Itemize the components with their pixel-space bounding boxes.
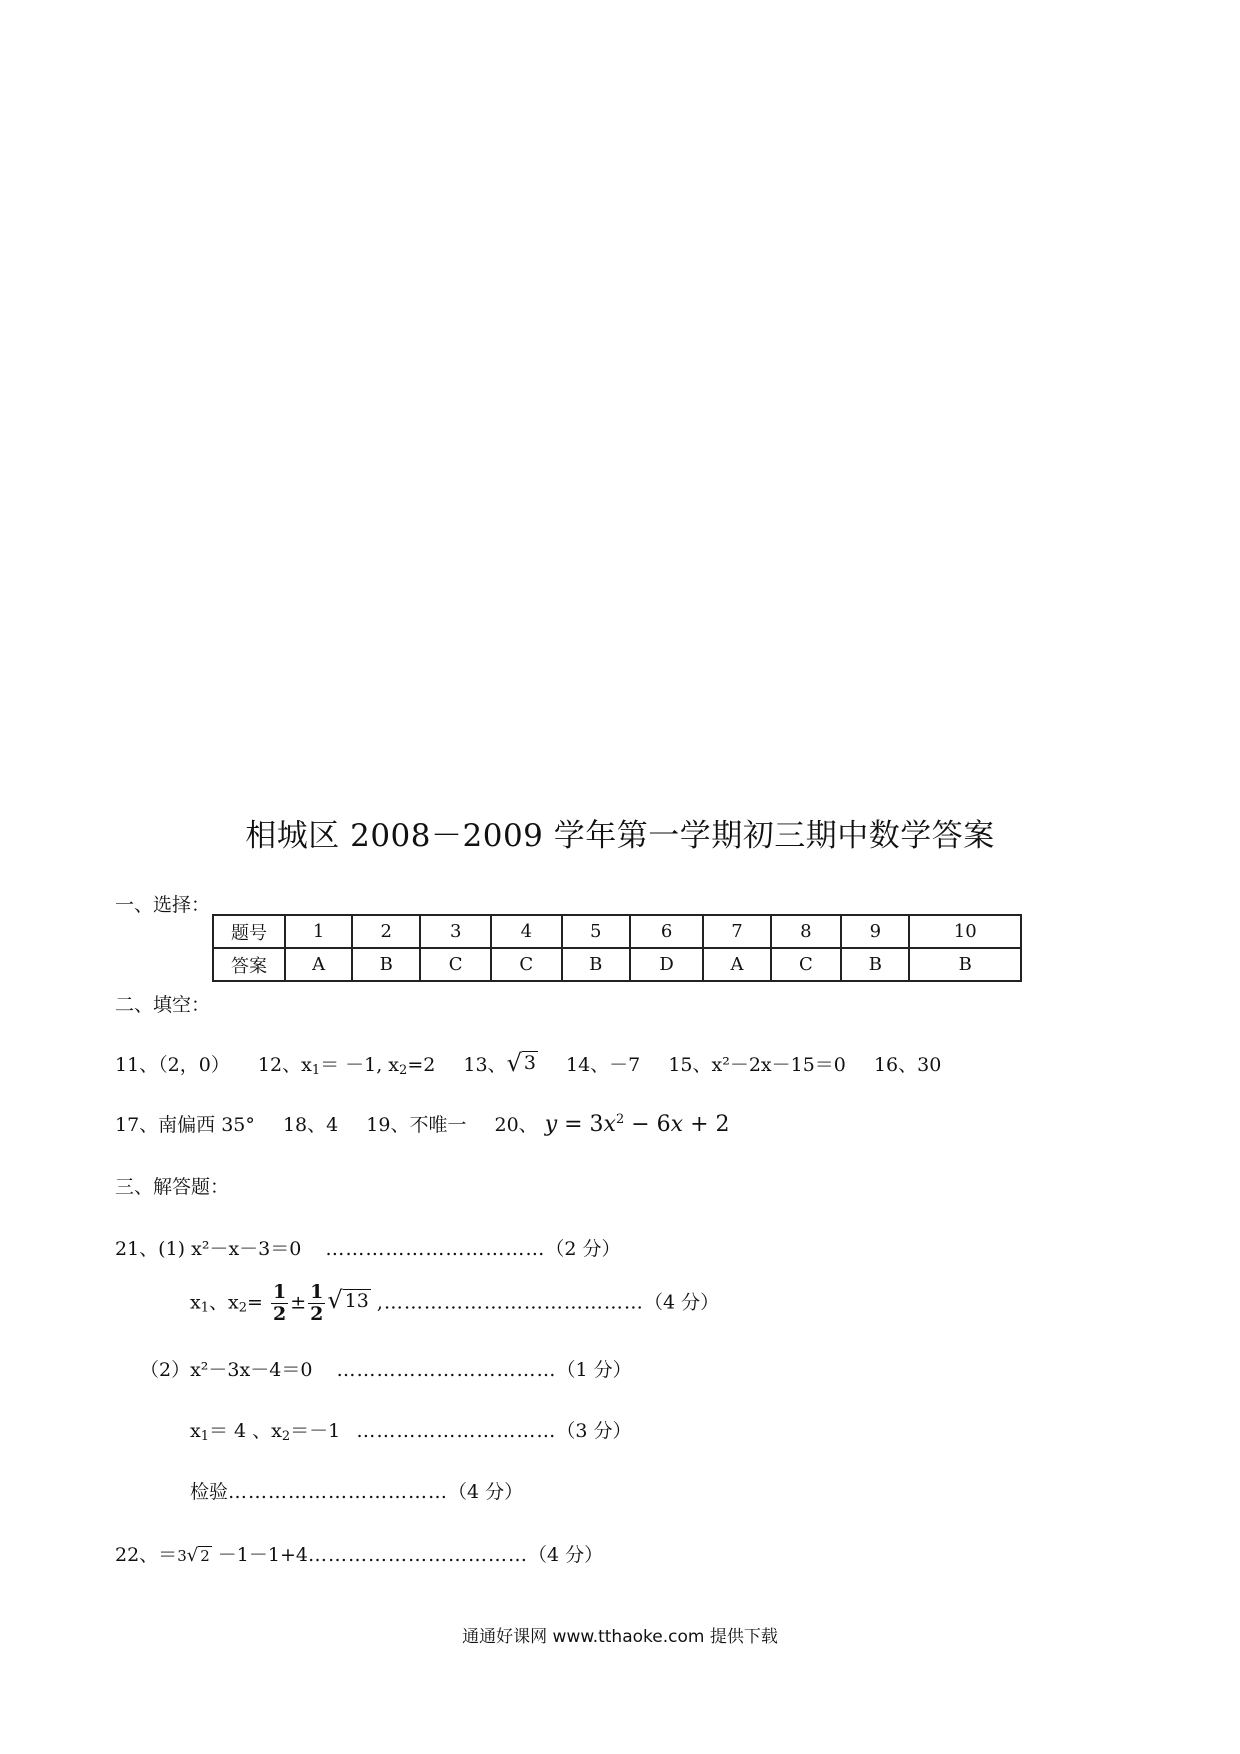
answer-13 — [463, 1050, 538, 1077]
solution-22-text: 22、＝ — [115, 1544, 178, 1566]
fraction — [271, 1282, 288, 1325]
equation-part: = 3 — [557, 1112, 604, 1137]
fill-line-1 — [115, 1050, 963, 1078]
roots-text: x — [190, 1420, 201, 1442]
table-cell: 10 — [909, 915, 1021, 948]
score: （1 分） — [556, 1359, 632, 1381]
table-cell: 5 — [562, 915, 630, 948]
table-cell: 1 — [285, 915, 352, 948]
subscript: 2 — [238, 1300, 247, 1316]
subscript: 1 — [200, 1300, 209, 1316]
score: （4 分） — [448, 1481, 524, 1503]
answer-11: 11、（2，0） — [115, 1054, 230, 1076]
equation-part: − 6 — [624, 1112, 671, 1137]
leader-dots: …………………………… — [308, 1544, 528, 1566]
radicand: 2 — [200, 1547, 210, 1565]
variable-x: x — [670, 1112, 684, 1137]
answer-12-text: =2 — [407, 1054, 436, 1076]
sqrt-symbol: √ 2 — [186, 1545, 210, 1566]
solution-22 — [115, 1540, 603, 1567]
table-cell: A — [703, 948, 770, 981]
table-cell: 6 — [630, 915, 704, 948]
plus-minus: ± — [290, 1291, 307, 1314]
leader-dots: …………………………… — [228, 1481, 449, 1503]
roots-text: 、x — [209, 1291, 239, 1314]
numerator: 1 — [310, 1281, 324, 1303]
roots-text: = — [247, 1291, 263, 1314]
solution-check — [190, 1477, 523, 1504]
sqrt-symbol: √ 13 — [327, 1286, 369, 1315]
section-fill-heading: 二、填空： — [115, 994, 211, 1016]
answer-12-text: 12、x — [257, 1054, 312, 1076]
table-cell: B — [909, 948, 1021, 981]
solution-22-text: －1－1+4 — [211, 1544, 308, 1566]
table-row-answers — [213, 948, 1021, 981]
roots-text: ＝－1 — [290, 1420, 341, 1442]
check-label: 检验 — [190, 1481, 229, 1503]
solution-21-2 — [140, 1355, 632, 1382]
solution-21-2-roots — [190, 1416, 631, 1444]
answer-17: 17、南偏西 35° — [115, 1114, 255, 1136]
fill-line-2 — [115, 1110, 752, 1137]
radicand: 13 — [344, 1289, 369, 1312]
denominator: 2 — [310, 1302, 324, 1325]
table-cell: 9 — [841, 915, 909, 948]
leader-dots: ,………………………………… — [376, 1291, 644, 1314]
table-cell: 4 — [491, 915, 562, 948]
answer-table — [212, 914, 1022, 982]
table-cell: B — [352, 948, 420, 981]
score: （3 分） — [556, 1420, 632, 1442]
table-cell: A — [285, 948, 352, 981]
solution-21-roots — [190, 1282, 719, 1325]
answer-15: 15、x²－2x－15＝0 — [668, 1054, 846, 1076]
subscript: 2 — [399, 1063, 408, 1078]
table-cell: 3 — [420, 915, 491, 948]
table-cell: C — [491, 948, 562, 981]
answer-20-text: 20、 — [494, 1114, 538, 1136]
table-cell: D — [630, 948, 704, 981]
answer-13-text: 13、 — [463, 1054, 507, 1076]
leader-dots: …………………………… — [325, 1238, 546, 1260]
roots-text: ＝ 4 、x — [209, 1420, 282, 1442]
score: （4 分） — [643, 1291, 720, 1314]
coefficient: 3 — [177, 1547, 187, 1565]
section-solutions-heading: 三、解答题： — [115, 1176, 230, 1198]
exponent: 2 — [615, 1112, 625, 1127]
equation: 21、(1) x²－x－3＝0 — [115, 1238, 302, 1260]
answer-12 — [258, 1050, 435, 1078]
answer-20 — [495, 1110, 730, 1137]
table-row-numbers — [213, 915, 1021, 948]
answer-19: 19、不唯一 — [366, 1114, 467, 1136]
equation-part: + 2 — [683, 1112, 730, 1137]
numerator: 1 — [272, 1281, 287, 1303]
subscript: 2 — [281, 1429, 291, 1444]
sqrt-symbol: √ 3 — [506, 1049, 536, 1077]
roots-text: x — [190, 1291, 201, 1314]
answer-16: 16、30 — [873, 1054, 942, 1076]
page-title: 相城区 2008－2009 学年第一学期初三期中数学答案 — [245, 818, 995, 854]
table-header-cell: 题号 — [213, 915, 285, 948]
subscript: 1 — [200, 1429, 209, 1444]
table-cell: 2 — [352, 915, 420, 948]
table-cell: 8 — [771, 915, 842, 948]
equation: （2）x²－3x－4＝0 — [140, 1359, 313, 1381]
subscript: 1 — [311, 1063, 321, 1078]
table-cell: 7 — [703, 915, 770, 948]
radicand: 3 — [523, 1052, 536, 1075]
solution-21-1 — [115, 1234, 621, 1261]
leader-dots: …………………………… — [336, 1359, 557, 1381]
answer-14: 14、－7 — [566, 1054, 641, 1076]
score: （4 分） — [528, 1544, 604, 1566]
leader-dots: ………………………… — [356, 1420, 557, 1442]
table-cell: B — [841, 948, 909, 981]
section-choice-heading: 一、选择： — [115, 894, 211, 916]
answer-18: 18、4 — [282, 1114, 339, 1136]
table-cell: C — [771, 948, 842, 981]
fraction — [308, 1282, 325, 1325]
table-cell: C — [420, 948, 491, 981]
answer-12-text: ＝ －1, x — [320, 1054, 400, 1076]
score: （2 分） — [545, 1238, 621, 1260]
footer-source: 通通好课网 www.tthaoke.com 提供下载 — [462, 1627, 778, 1647]
table-cell: B — [562, 948, 630, 981]
variable-y: y — [544, 1112, 558, 1137]
table-header-cell: 答案 — [213, 948, 285, 981]
variable-x: x — [603, 1112, 616, 1137]
denominator: 2 — [272, 1302, 287, 1325]
